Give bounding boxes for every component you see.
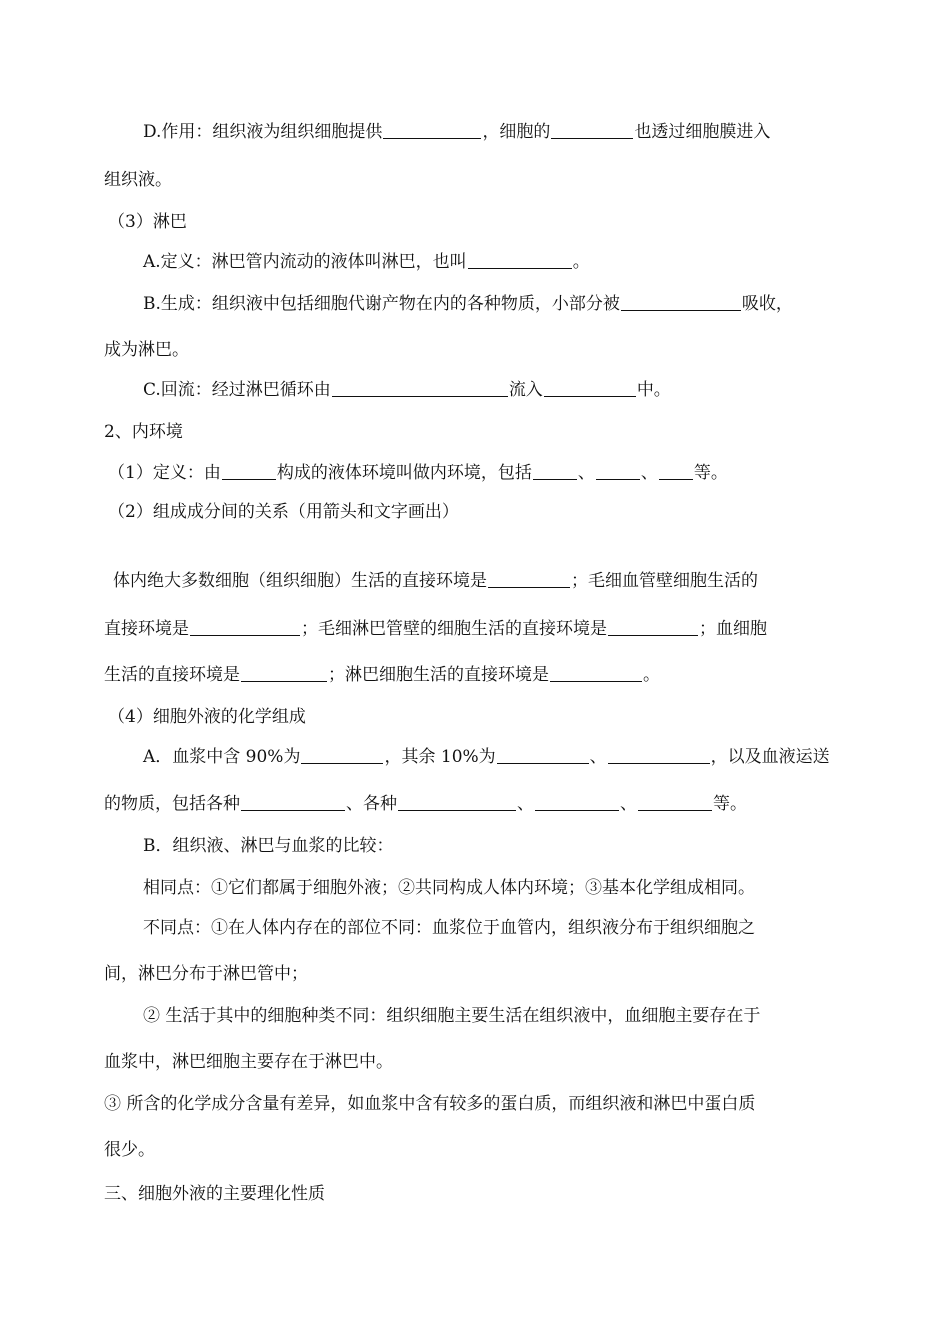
text-line <box>143 292 793 316</box>
section-heading <box>108 210 187 234</box>
text-segment: ③ 所含的化学成分含量有差异，如血浆中含有较多的蛋白质，而组织液和淋巴中蛋白质 <box>104 1094 756 1114</box>
text-segment: 血浆中，淋巴细胞主要存在于淋巴中。 <box>104 1052 393 1072</box>
section-heading <box>108 705 306 729</box>
text-segment: ，细胞的 <box>482 122 551 142</box>
fill-blank[interactable] <box>596 461 640 480</box>
text-segment: A．血浆中含 90%为 <box>143 747 301 767</box>
text-segment: 、 <box>517 794 534 814</box>
fill-blank[interactable] <box>551 120 633 139</box>
fill-blank[interactable] <box>621 292 741 311</box>
text-segment: 等。 <box>693 463 728 483</box>
text-segment: 体内绝大多数细胞（组织细胞）生活的直接环境是 <box>113 571 487 591</box>
fill-blank[interactable] <box>550 663 642 682</box>
text-segment: C.回流：经过淋巴循环由 <box>143 380 331 400</box>
text-line <box>143 745 830 769</box>
fill-blank[interactable] <box>398 792 516 811</box>
text-line <box>104 962 308 986</box>
fill-blank[interactable] <box>608 745 710 764</box>
text-line <box>104 1050 393 1074</box>
fill-blank[interactable] <box>190 617 300 636</box>
text-segment: 很少。 <box>104 1140 155 1160</box>
text-line <box>143 378 671 402</box>
fill-blank[interactable] <box>659 461 693 480</box>
fill-blank[interactable] <box>383 120 481 139</box>
text-segment: 等。 <box>713 794 747 814</box>
text-line <box>104 1138 155 1162</box>
text-line <box>108 461 728 485</box>
text-segment: 吸收， <box>741 294 793 314</box>
text-line <box>104 338 189 362</box>
text-segment: 生活的直接环境是 <box>104 665 240 685</box>
text-line <box>108 500 459 524</box>
fill-blank[interactable] <box>301 745 383 764</box>
text-line <box>143 876 755 900</box>
text-segment: 不同点：①在人体内存在的部位不同：血浆位于血管内，组织液分布于组织细胞之 <box>143 918 755 938</box>
text-segment: （1）定义：由 <box>108 463 221 483</box>
text-segment: 中。 <box>636 380 671 400</box>
text-segment: 、 <box>589 747 607 767</box>
fill-blank[interactable] <box>533 461 577 480</box>
text-segment: B．组织液、淋巴与血浆的比较： <box>143 836 394 856</box>
text-segment: 。 <box>572 252 590 272</box>
text-segment: 2、内环境 <box>104 422 183 442</box>
text-line <box>143 120 770 144</box>
text-line <box>143 250 590 274</box>
text-segment: ；血细胞 <box>699 619 767 639</box>
text-segment: ；淋巴细胞生活的直接环境是 <box>328 665 549 685</box>
text-segment: 三、细胞外液的主要理化性质 <box>104 1184 325 1204</box>
text-segment: 、 <box>577 463 595 483</box>
text-segment: 成为淋巴。 <box>104 340 189 360</box>
fill-blank[interactable] <box>468 250 572 269</box>
fill-blank[interactable] <box>638 792 712 811</box>
text-line <box>104 168 172 192</box>
text-segment: 直接环境是 <box>104 619 189 639</box>
text-line <box>113 569 758 593</box>
text-segment: （2）组成成分间的关系（用箭头和文字画出） <box>108 502 459 522</box>
text-segment: A.定义：淋巴管内流动的液体叫淋巴，也叫 <box>143 252 467 272</box>
fill-blank[interactable] <box>497 745 589 764</box>
fill-blank[interactable] <box>608 617 698 636</box>
section-heading <box>104 420 183 444</box>
text-line <box>143 916 755 940</box>
text-segment: 间，淋巴分布于淋巴管中； <box>104 964 308 984</box>
text-segment: B.生成：组织液中包括细胞代谢产物在内的各种物质，小部分被 <box>143 294 620 314</box>
text-line <box>143 834 394 858</box>
text-segment: ，以及血液运送 <box>710 747 830 767</box>
text-segment: 、 <box>640 463 658 483</box>
text-segment: D.作用：组织液为组织细胞提供 <box>143 122 383 142</box>
text-segment: 、 <box>620 794 637 814</box>
fill-blank[interactable] <box>241 663 327 682</box>
text-line <box>104 1092 755 1116</box>
text-line <box>104 617 767 641</box>
text-segment: 构成的液体环境叫做内环境，包括 <box>276 463 532 483</box>
text-segment: ② 生活于其中的细胞种类不同：组织细胞主要生活在组织液中，血细胞主要存在于 <box>143 1006 761 1026</box>
text-segment: ，其余 10%为 <box>384 747 496 767</box>
fill-blank[interactable] <box>488 569 570 588</box>
text-line <box>104 792 747 816</box>
text-segment: 组织液。 <box>104 170 172 190</box>
text-segment: 流入 <box>508 380 543 400</box>
fill-blank[interactable] <box>222 461 276 480</box>
text-segment: ；毛细淋巴管壁的细胞生活的直接环境是 <box>301 619 607 639</box>
text-segment: 、各种 <box>346 794 397 814</box>
fill-blank[interactable] <box>241 792 345 811</box>
text-line <box>104 663 660 687</box>
fill-blank[interactable] <box>544 378 636 397</box>
fill-blank[interactable] <box>332 378 508 397</box>
fill-blank[interactable] <box>535 792 619 811</box>
text-segment: 。 <box>643 665 660 685</box>
text-line <box>143 1004 760 1028</box>
text-segment: 的物质，包括各种 <box>104 794 240 814</box>
text-segment: ；毛细血管壁细胞生活的 <box>571 571 758 591</box>
text-segment: 相同点：①它们都属于细胞外液；②共同构成人体内环境；③基本化学组成相同。 <box>143 878 755 898</box>
section-heading <box>104 1182 325 1206</box>
text-segment: （3）淋巴 <box>108 212 187 232</box>
text-segment: （4）细胞外液的化学组成 <box>108 707 306 727</box>
text-segment: 也透过细胞膜进入 <box>634 122 771 142</box>
